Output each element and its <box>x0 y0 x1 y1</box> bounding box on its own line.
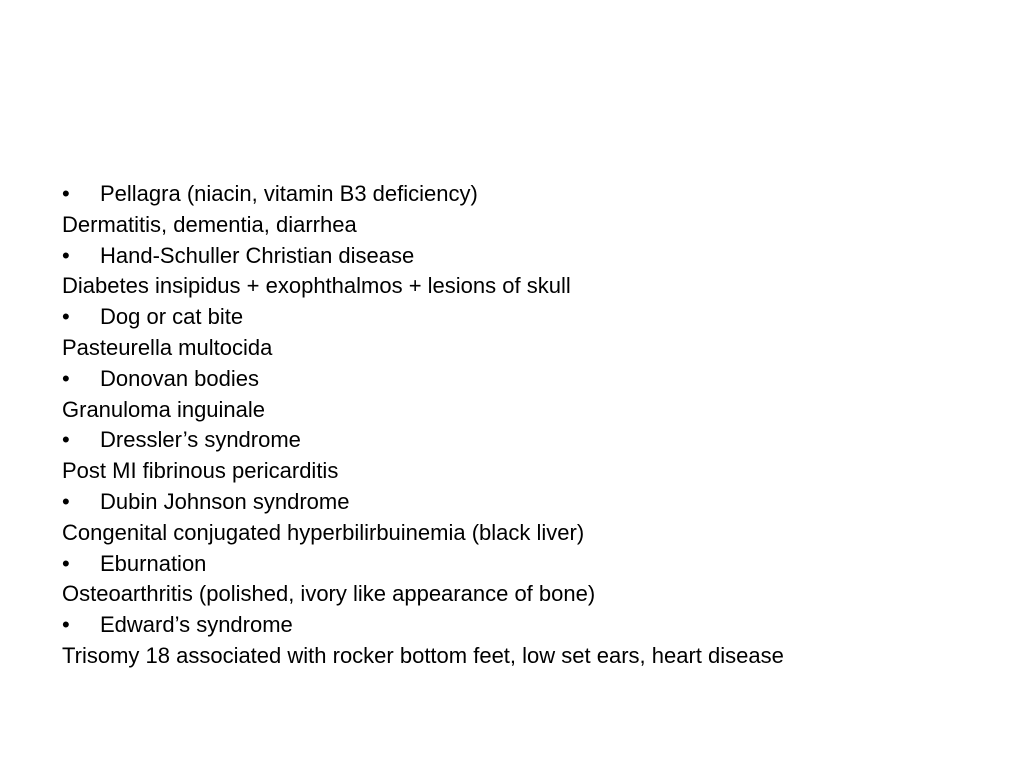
term-description: Granuloma inguinale <box>62 396 266 422</box>
bullet-icon: • <box>62 550 70 576</box>
term-row <box>62 610 1002 641</box>
slide-body <box>62 179 1002 672</box>
term-row <box>62 364 1002 395</box>
term-row <box>62 425 1002 456</box>
term-label: Donovan bodies <box>100 365 260 391</box>
term-label: Hand-Schuller Christian disease <box>100 242 415 268</box>
term-label: Dressler’s syndrome <box>100 427 301 453</box>
bullet-icon: • <box>62 365 70 391</box>
bullet-icon: • <box>62 427 70 453</box>
term-description: Dermatitis, dementia, diarrhea <box>62 211 357 237</box>
bullet-icon: • <box>62 488 70 514</box>
term-description: Post MI fibrinous pericarditis <box>62 458 339 484</box>
term-label: Dubin Johnson syndrome <box>100 488 350 514</box>
term-description: Osteoarthritis (polished, ivory like appearance of bone) <box>62 581 596 607</box>
term-description: Pasteurella multocida <box>62 334 273 360</box>
bullet-icon: • <box>62 242 70 268</box>
term-row <box>62 302 1002 333</box>
term-description: Trisomy 18 associated with rocker bottom feet, low set ears, heart disease <box>62 642 784 668</box>
bullet-icon: • <box>62 612 70 638</box>
term-row <box>62 241 1002 272</box>
term-description: Congenital conjugated hyperbilirbuinemia (black liver) <box>62 519 585 545</box>
term-row <box>62 179 1002 210</box>
term-label: Pellagra (niacin, vitamin B3 deficiency) <box>100 181 478 206</box>
term-label: Dog or cat bite <box>100 304 244 330</box>
bullet-icon: • <box>62 304 70 330</box>
term-label: Edward’s syndrome <box>100 612 293 638</box>
term-row <box>62 487 1002 518</box>
term-description: Diabetes insipidus + exophthalmos + lesions of skull <box>62 273 571 299</box>
term-label: Eburnation <box>100 550 207 576</box>
bullet-icon: • <box>62 181 70 206</box>
term-row <box>62 549 1002 580</box>
